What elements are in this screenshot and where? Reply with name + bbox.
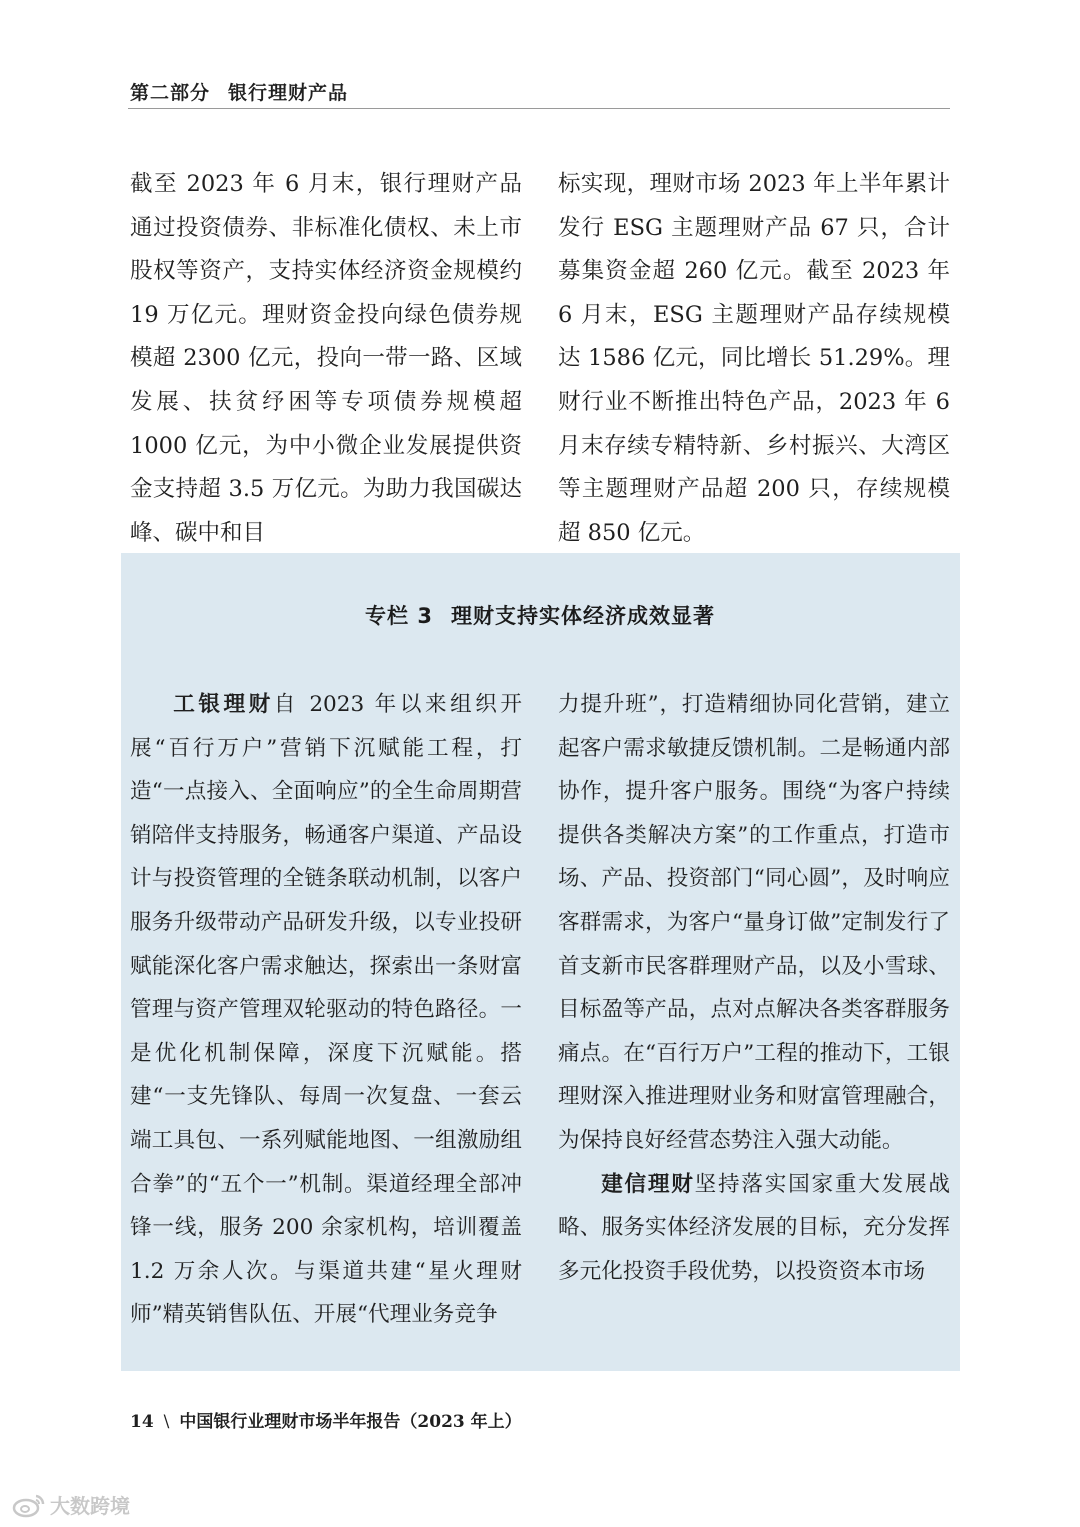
institution-name: 建信理财 [601, 1171, 695, 1197]
page-number: 14 [130, 1412, 154, 1432]
box-column-right [558, 683, 950, 1293]
box-column-left [130, 683, 522, 1337]
box-paragraph [558, 1163, 950, 1294]
box-heading: 理财支持实体经济成效显著 [450, 604, 715, 628]
intro-paragraph-left: 截至 2023 年 6 月末，银行理财产品通过投资债券、非标准化债权、未上市股权等资产，支持实体经济资金规模约 19 万亿元。理财资金投向绿色债券规模超 2300 亿元，投向一带一路、区域发展、扶贫纾困等专项债券规模超 1000 亿元，为中小微企业发展提供资金支持超 3.5 万亿元。为助力我国碳达峰、碳中和目 [130, 171, 522, 546]
report-title: 中国银行业理财市场半年报告（2023 年上） [179, 1412, 522, 1432]
watermark [12, 1490, 130, 1519]
paragraph-text: 坚持落实国家重大发展战略、服务实体经济发展的目标，充分发挥多元化投资手段优势，以投资资本市场 [558, 1171, 950, 1284]
box-label: 专栏 3 [365, 604, 433, 628]
box-title [0, 600, 1080, 630]
section-title: 银行理财产品 [228, 82, 349, 104]
paragraph-text: 自 2023 年以来组织开展“百行万户”营销下沉赋能工程，打造“一点接入、全面响应”的全生命周期营销陪伴支持服务，畅通客户渠道、产品设计与投资管理的全链条联动机制，以客户服务升级带动产品研发升级，以专业投研赋能深化客户需求触达，探索出一条财富管理与资产管理双轮驱动的特色路径。一是优化机制保障，深度下沉赋能。搭建“一支先锋队、每周一次复盘、一套云端工具包、一系列赋能地图、一组激励组合拳”的“五个一”机制。渠道经理全部冲锋一线，服务 200 余家机构，培训覆盖 1.2 万余人次。与渠道共建“星火理财师”精英销售队伍、开展“代理业务竞争 [130, 692, 522, 1328]
footer-separator: \ [163, 1412, 170, 1432]
section-label: 第二部分 [130, 82, 211, 104]
watermark-text: 大数跨境 [50, 1494, 130, 1518]
weibo-logo-icon [12, 1492, 46, 1518]
header-rule [128, 108, 950, 109]
box-paragraph-continued: 力提升班”，打造精细协同化营销，建立起客户需求敏捷反馈机制。二是畅通内部协作，提升客户服务。围绕“为客户持续提供各类解决方案”的工作重点，打造市场、产品、投资部门“同心圆”，及时响应客群需求，为客户“量身订做”定制发行了首支新市民客群理财产品，以及小雪球、目标盈等产品，点对点解决各类客群服务痛点。在“百行万户”工程的推动下，工银理财深入推进理财业务和财富管理融合，为保持良好经营态势注入强大动能。 [558, 692, 950, 1153]
box-paragraph [130, 683, 522, 1337]
institution-name: 工银理财 [173, 692, 274, 717]
running-header [130, 78, 348, 105]
page-footer [130, 1407, 522, 1432]
intro-paragraph-right: 标实现，理财市场 2023 年上半年累计发行 ESG 主题理财产品 67 只，合计募集资金超 260 亿元。截至 2023 年 6 月末，ESG 主题理财产品存续规模达 1586 亿元，同比增长 51.29%。理财行业不断推出特色产品，2023 年 6 月末存续专精特新、乡村振兴、大湾区等主题理财产品超 200 只，存续规模超 850 亿元。 [558, 171, 950, 546]
